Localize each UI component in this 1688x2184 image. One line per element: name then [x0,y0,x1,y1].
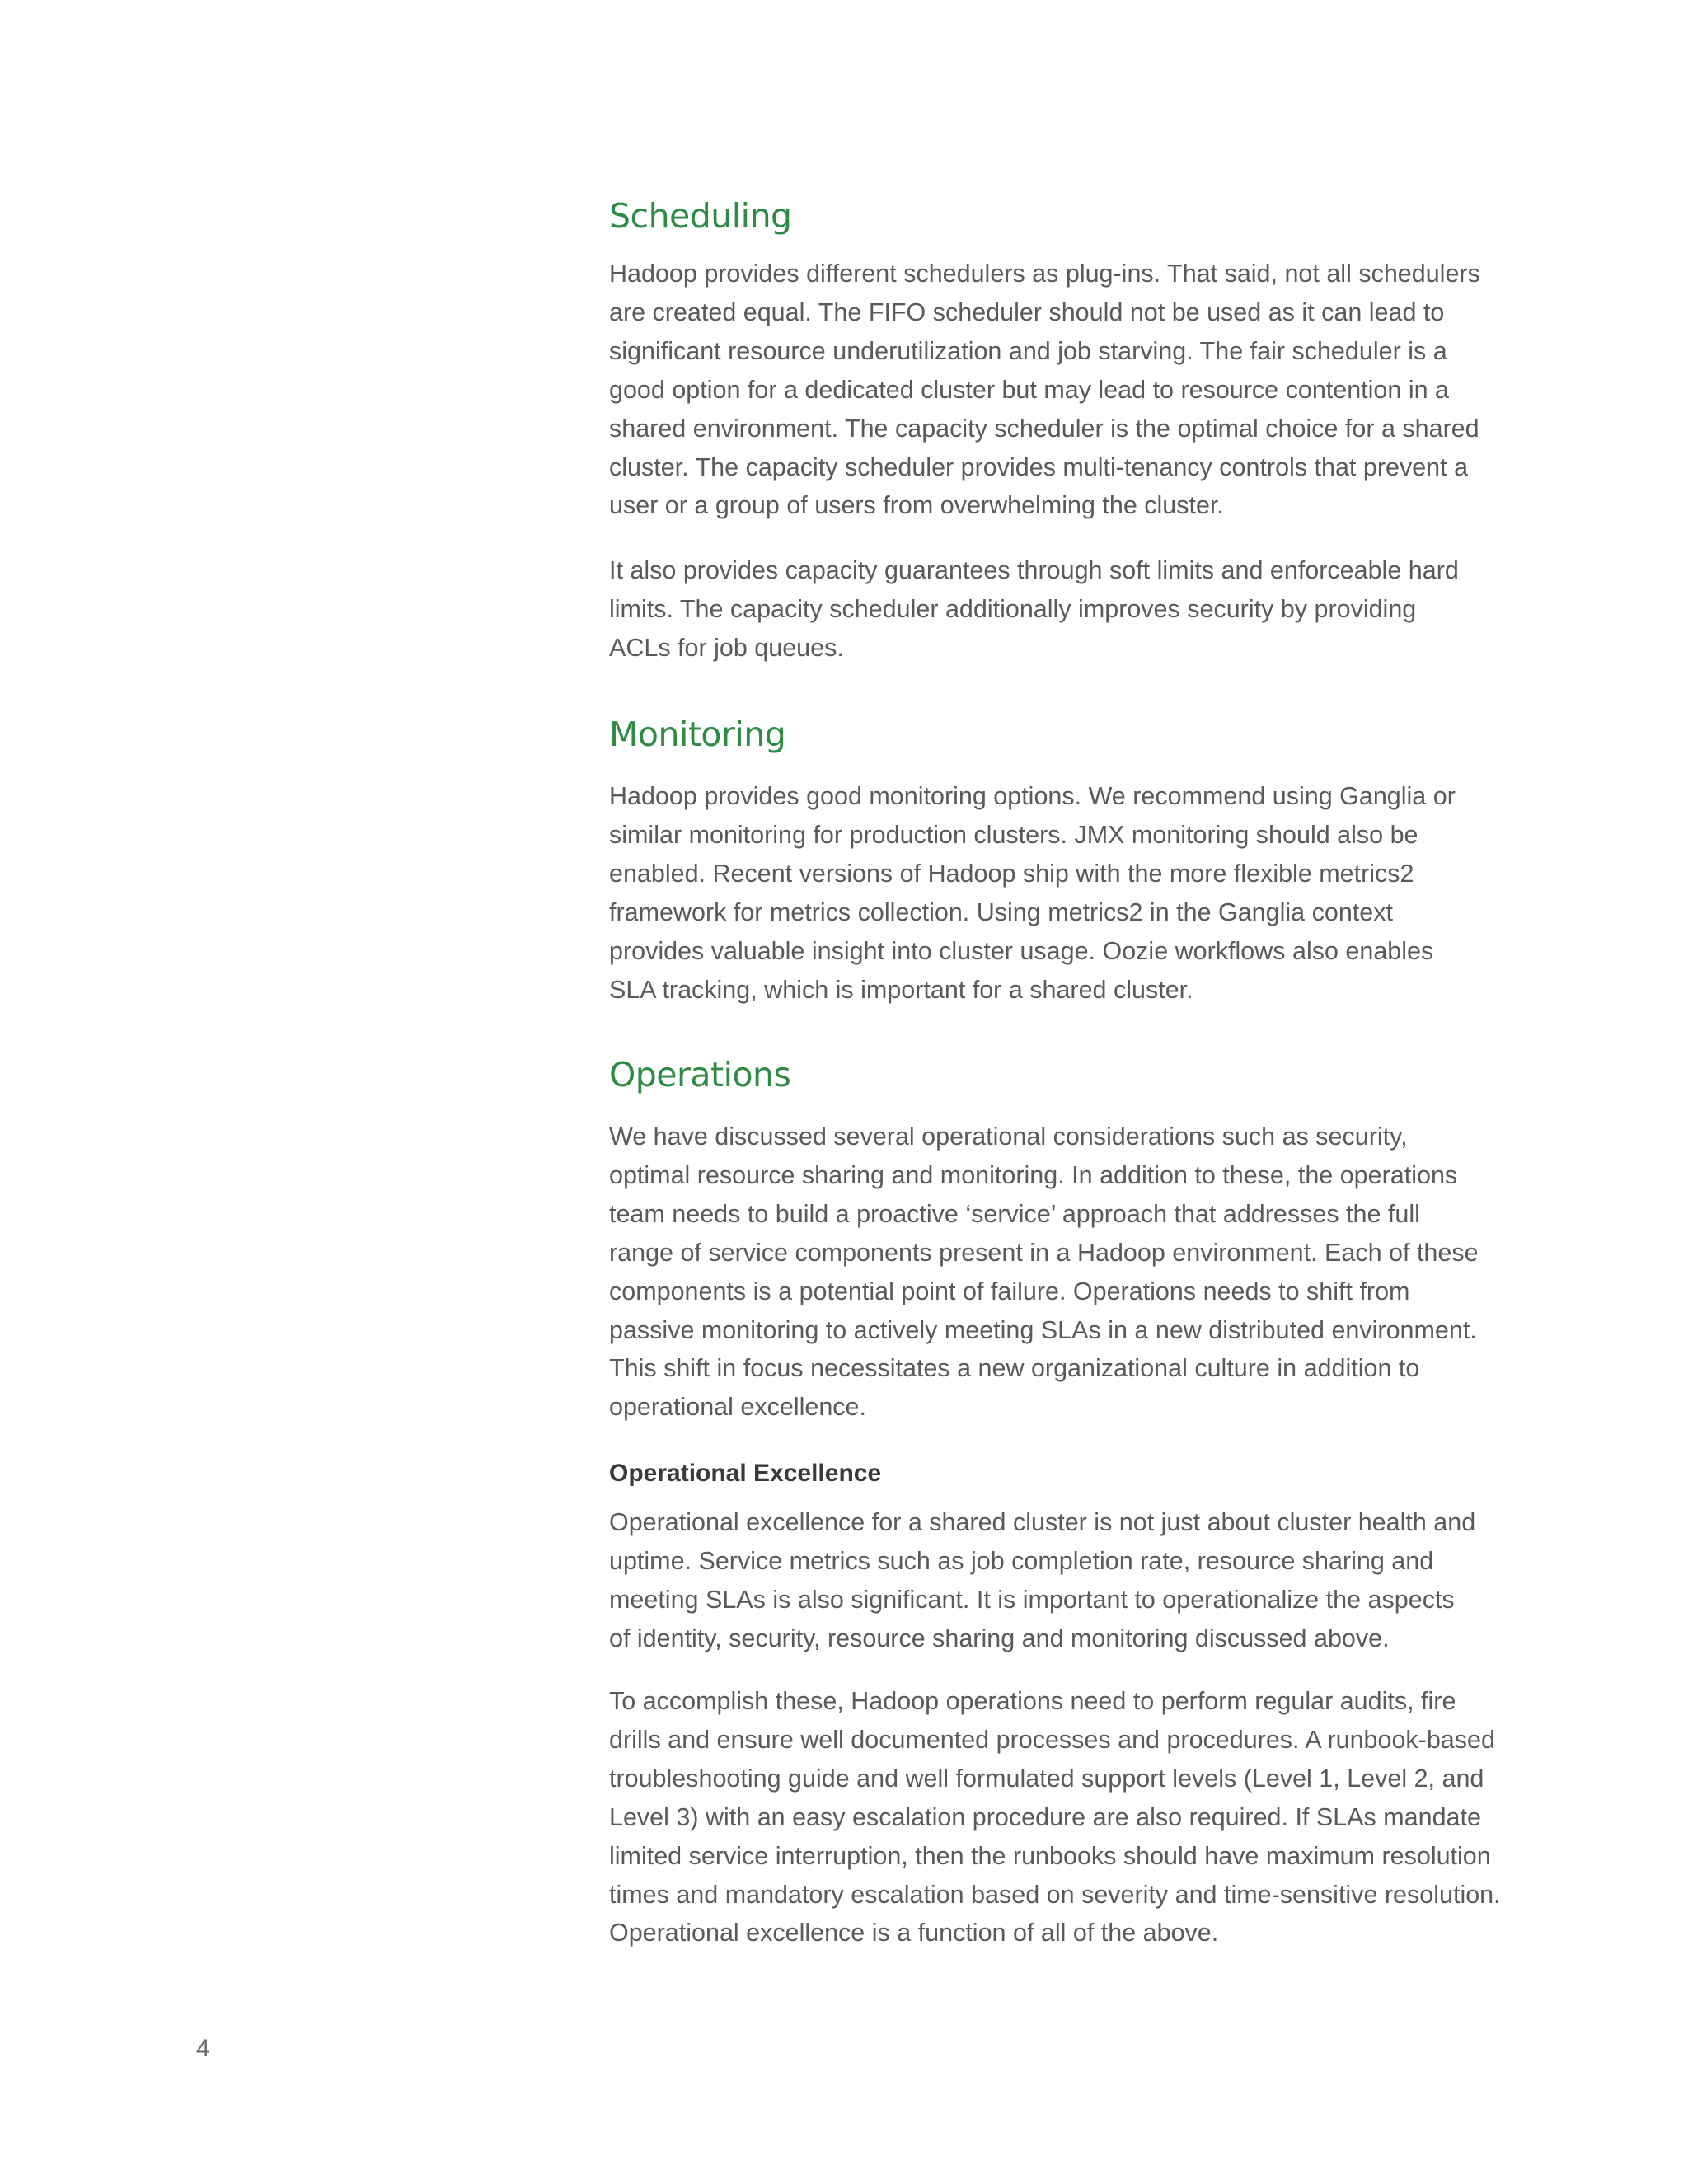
paragraph-operational-excellence-1 [609,1503,1512,1658]
paragraph-scheduling-1 [609,255,1512,525]
text-line: Hadoop provides good monitoring options. We recommend using Ganglia or [609,782,1456,810]
page-number: 4 [196,2035,210,2062]
text-line: significant resource underutilization and job starving. The fair scheduler is a [609,336,1447,365]
subsection-heading-operational-excellence: Operational Excellence [609,1460,882,1487]
text-line: cluster. The capacity scheduler provides multi-tenancy controls that prevent a [609,452,1469,481]
text-line: Level 3) with an easy escalation procedure are also required. If SLAs mandate [609,1802,1481,1831]
text-line: To accomplish these, Hadoop operations need to perform regular audits, fire [609,1687,1456,1715]
text-line: of identity, security, resource sharing and monitoring discussed above. [609,1624,1390,1652]
text-line: range of service components present in a Hadoop environment. Each of these [609,1238,1479,1267]
paragraph-operations-1 [609,1118,1512,1427]
text-line: times and mandatory escalation based on severity and time-sensitive resolution. [609,1880,1501,1909]
text-line: drills and ensure well documented processes and procedures. A runbook-based [609,1725,1495,1754]
text-line: shared environment. The capacity scheduler is the optimal choice for a shared [609,414,1479,443]
text-line: Operational excellence for a shared cluster is not just about cluster health and [609,1508,1476,1536]
text-line: troubleshooting guide and well formulated support levels (Level 1, Level 2, and [609,1764,1484,1793]
text-line: SLA tracking, which is important for a shared cluster. [609,975,1193,1004]
text-line: Operational excellence is a function of all of the above. [609,1919,1219,1947]
text-line: limited service interruption, then the runbooks should have maximum resolution [609,1841,1491,1870]
text-line: good option for a dedicated cluster but may lead to resource contention in a [609,375,1450,404]
section-heading-operations: Operations [609,1055,791,1094]
text-line: ACLs for job queues. [609,633,844,662]
text-line: Hadoop provides different schedulers as plug-ins. That said, not all schedulers [609,260,1480,288]
text-line: framework for metrics collection. Using metrics2 in the Ganglia context [609,898,1393,926]
text-line: meeting SLAs is also significant. It is important to operationalize the aspects [609,1585,1455,1614]
text-line: provides valuable insight into cluster usage. Oozie workflows also enables [609,936,1434,965]
text-line: operational excellence. [609,1393,866,1422]
text-line: enabled. Recent versions of Hadoop ship with the more flexible metrics2 [609,859,1414,888]
text-line: It also provides capacity guarantees through soft limits and enforceable hard [609,556,1459,584]
text-line: team needs to build a proactive ‘service’ approach that addresses the full [609,1199,1420,1228]
text-line: We have discussed several operational considerations such as security, [609,1122,1408,1151]
paragraph-monitoring-1 [609,777,1512,1009]
section-heading-scheduling: Scheduling [609,196,792,236]
text-line: limits. The capacity scheduler additionally improves security by providing [609,594,1417,623]
text-line: components is a potential point of failure. Operations needs to shift from [609,1277,1410,1305]
text-line: This shift in focus necessitates a new organizational culture in addition to [609,1354,1420,1383]
text-line: passive monitoring to actively meeting SLAs in a new distributed environment. [609,1315,1477,1344]
text-line: similar monitoring for production clusters. JMX monitoring should also be [609,820,1418,849]
text-line: are created equal. The FIFO scheduler should not be used as it can lead to [609,298,1445,326]
section-heading-monitoring: Monitoring [609,715,786,754]
paragraph-operational-excellence-2 [609,1682,1512,1952]
text-line: user or a group of users from overwhelming the cluster. [609,491,1224,520]
text-line: uptime. Service metrics such as job completion rate, resource sharing and [609,1546,1434,1575]
text-line: optimal resource sharing and monitoring. In addition to these, the operations [609,1160,1458,1189]
paragraph-scheduling-2 [609,551,1512,668]
